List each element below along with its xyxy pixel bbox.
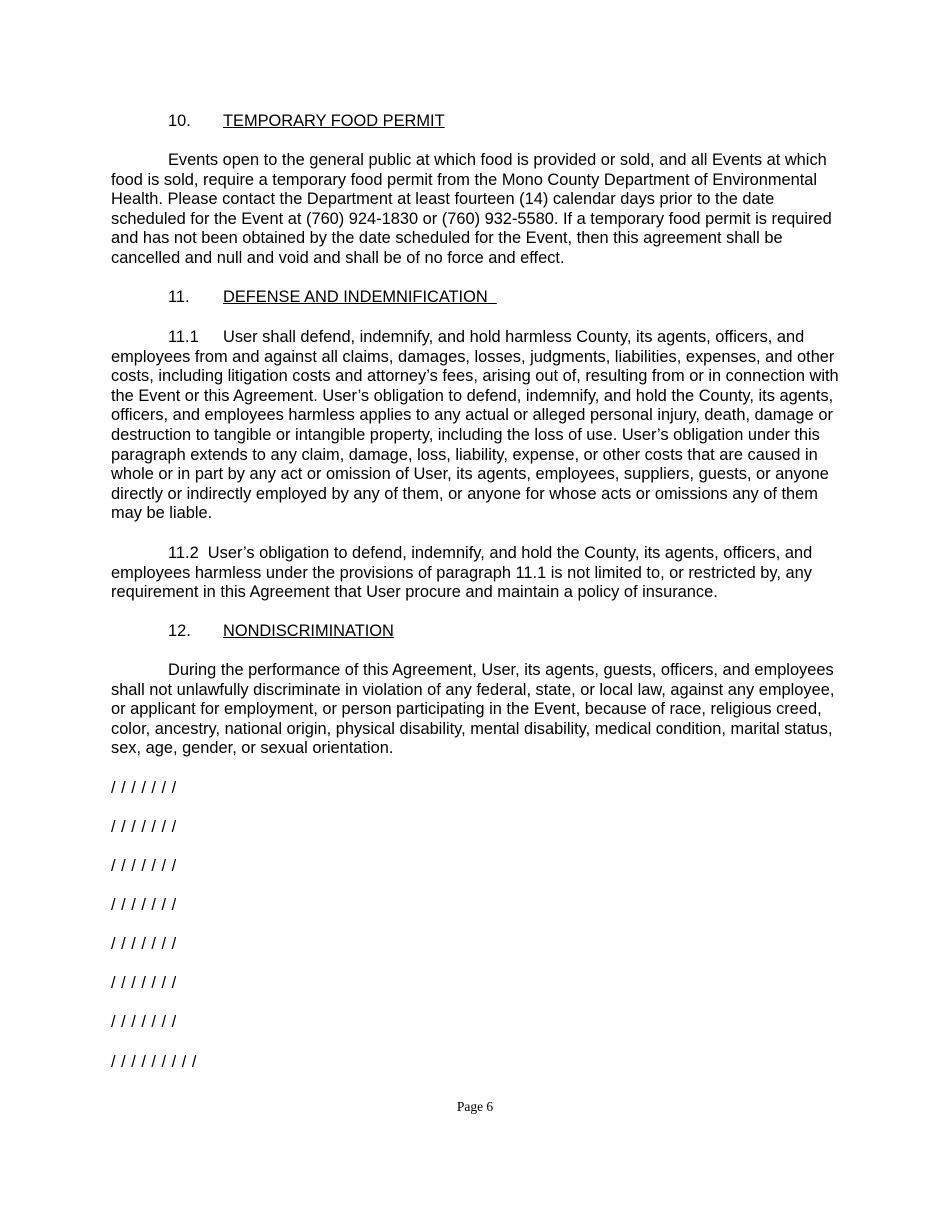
section-heading-12 <box>168 622 394 642</box>
section-title: NONDISCRIMINATION <box>223 622 394 640</box>
paragraph-text: Events open to the general public at which food is provided or sold, and all Events at which food is sold, require a temporary food permit from the Mono County Department of Environmental Health. Please contact the Department at least fourteen (14) calendar days prior to the date scheduled for the Event at (760) 924-1830 or (760) 932-5580. If a temporary food permit is required and has not been obtained by the date scheduled for the Event, then this agreement shall be cancelled and null and void and shall be of no force and effect. <box>111 151 832 267</box>
slash-line: / / / / / / / <box>111 974 177 992</box>
section-title: TEMPORARY FOOD PERMIT <box>223 112 445 130</box>
section-heading-10 <box>168 112 445 132</box>
slash-line: / / / / / / / <box>111 1013 177 1031</box>
paragraph-text: User’s obligation to defend, indemnify, and hold the County, its agents, officers, and employees harmless under the provisions of paragraph 11.1 is not limited to, or restricted by, any requirement in this Agreement that User procure and maintain a policy of insurance. <box>111 544 813 602</box>
paragraph-11-1 <box>111 328 841 524</box>
slash-line: / / / / / / / <box>111 896 177 914</box>
subsection-number: 11.1 <box>168 328 199 346</box>
slash-line: / / / / / / / / / <box>111 1053 197 1071</box>
section-number: 12. <box>168 622 191 640</box>
paragraph-temporary-food-permit <box>111 151 841 269</box>
subsection-number: 11.2 <box>168 544 199 562</box>
section-number: 11. <box>168 288 190 306</box>
paragraph-nondiscrimination <box>111 661 841 759</box>
slash-line: / / / / / / / <box>111 857 177 875</box>
section-title: DEFENSE AND INDEMNIFICATION <box>223 288 497 306</box>
paragraph-text: User shall defend, indemnify, and hold harmless County, its agents, officers, and employees from and against all claims, damages, losses, judgments, liabilities, expenses, and other costs, including litigation costs and attorney’s fees, arising out of, resulting from or in connection with the Event or this Agreement. User’s obligation to defend, indemnify, and hold the County, its agents, officers, and employees harmless applies to any actual or alleged personal injury, death, damage or destruction to tangible or intangible property, including the loss of use. User’s obligation under this paragraph extends to any claim, damage, loss, liability, expense, or other costs that are caused in whole or in part by any act or omission of User, its agents, employees, suppliers, guests, or anyone directly or indirectly employed by any of them, or anyone for whose acts or omissions any of them may be liable. <box>111 328 839 523</box>
slash-line: / / / / / / / <box>111 779 177 797</box>
page-number: Page 6 <box>456 1099 494 1114</box>
paragraph-11-2 <box>111 544 841 603</box>
section-number: 10. <box>168 112 191 130</box>
slash-line: / / / / / / / <box>111 818 177 836</box>
slash-line: / / / / / / / <box>111 935 177 953</box>
paragraph-text: During the performance of this Agreement, User, its agents, guests, officers, and employees shall not unlawfully discriminate in violation of any federal, state, or local law, against any employee, or applicant for employment, or person participating in the Event, because of race, religious creed, color, ancestry, national origin, physical disability, mental disability, medical condition, marital status, sex, age, gender, or sexual orientation. <box>111 661 835 758</box>
section-heading-11 <box>168 288 497 308</box>
